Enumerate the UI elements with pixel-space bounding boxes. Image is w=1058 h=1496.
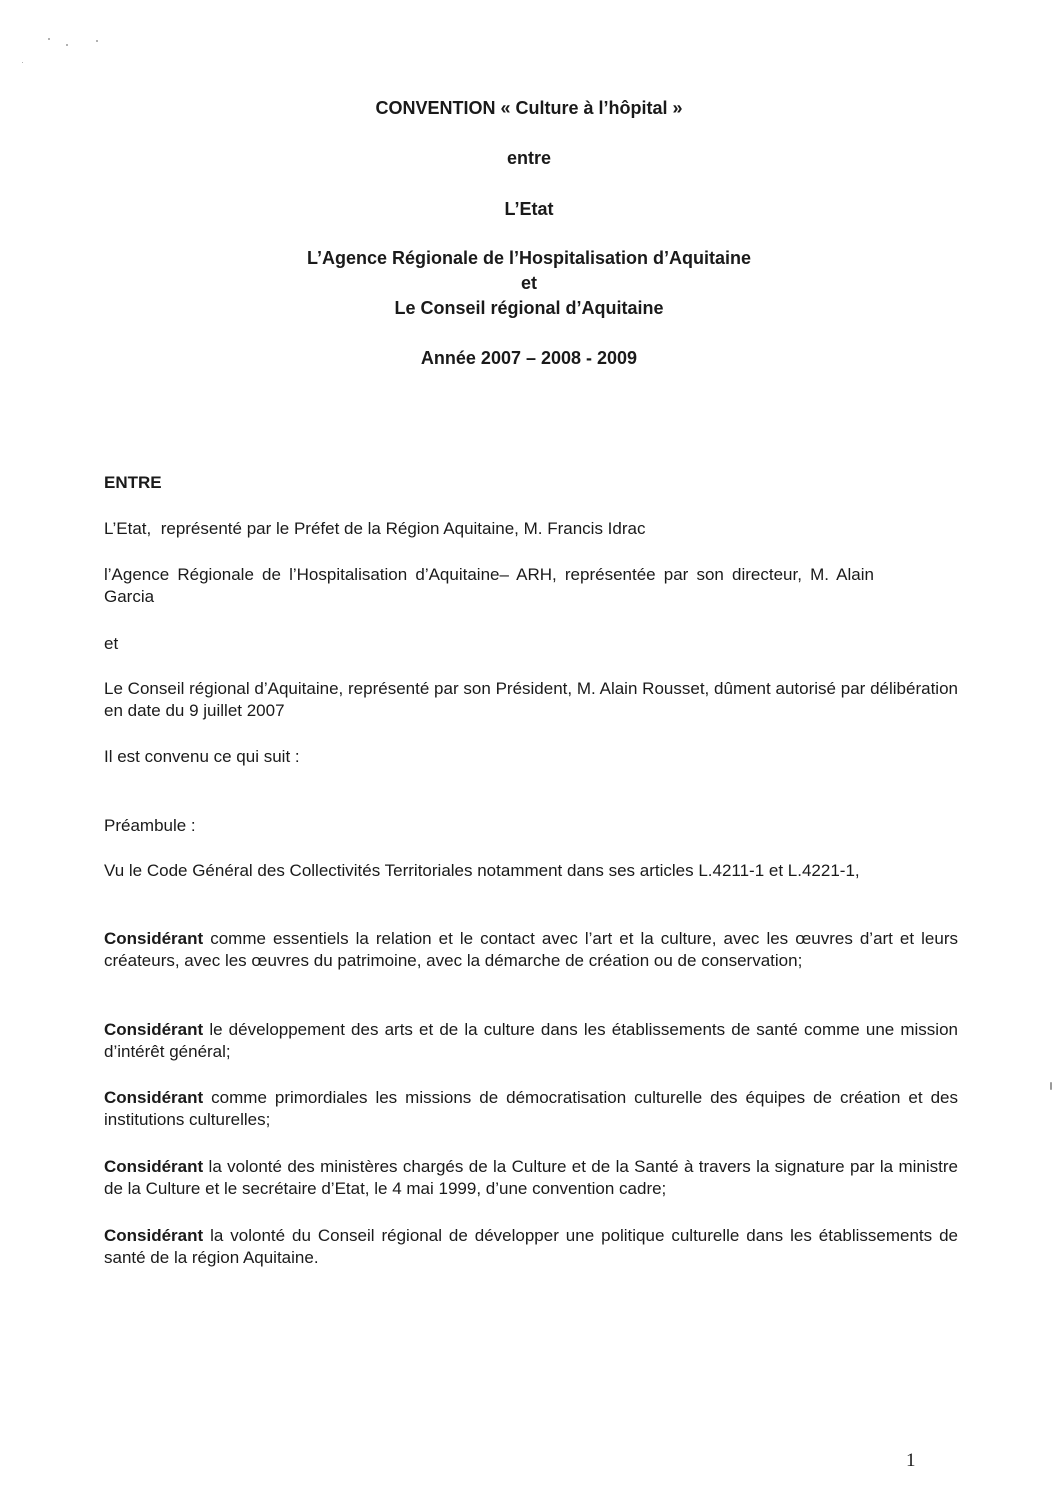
considerant-lead: Considérant	[104, 1157, 204, 1176]
convention-title: CONVENTION « Culture à l’hôpital »	[375, 98, 683, 118]
parties-heading: ENTRE	[104, 473, 162, 492]
scan-speck	[66, 44, 68, 46]
considerant-paragraph	[104, 1087, 958, 1131]
title-entre: entre	[506, 148, 551, 168]
considerant-paragraph	[104, 1225, 958, 1269]
agreement-line: Il est convenu ce qui suit :	[104, 747, 300, 766]
title-conseil: Le Conseil régional d’Aquitaine	[394, 298, 664, 318]
party-etat: L’Etat, représenté par le Préfet de la Région Aquitaine, M. Francis Idrac	[104, 519, 646, 538]
considerant-paragraph	[104, 928, 958, 972]
page-number: 1	[906, 1450, 916, 1471]
considerant-lead: Considérant	[104, 1226, 204, 1245]
scan-speck	[96, 40, 98, 42]
considerant-lead: Considérant	[104, 1020, 204, 1039]
title-etat: L’Etat	[504, 199, 554, 219]
party-conseil: Le Conseil régional d’Aquitaine, représenté par son Président, M. Alain Rousset, dûment autorisé par délibération en date du 9 juillet 2007	[104, 679, 958, 720]
considerant-text: comme essentiels la relation et le contact avec l’art et la culture, avec les œuvres d’art et leurs créateurs, avec les œuvres du patrimoine, avec la démarche de création ou de conservation;	[104, 929, 958, 970]
preamble-label: Préambule :	[104, 816, 196, 835]
title-years: Année 2007 – 2008 - 2009	[420, 348, 638, 368]
party-conjunction: et	[104, 634, 119, 653]
considerant-paragraph	[104, 1156, 958, 1200]
scan-speck	[22, 62, 23, 63]
considerant-text: comme primordiales les missions de démocratisation culturelle des équipes de création et des institutions culturelles;	[104, 1088, 958, 1129]
considerant-lead: Considérant	[104, 1088, 204, 1107]
party-arh: l’Agence Régionale de l’Hospitalisation d’Aquitaine– ARH, représentée par son directeur, M. Alain Garcia	[104, 565, 874, 606]
preamble-vu: Vu le Code Général des Collectivités Territoriales notamment dans ses articles L.4211-1 et L.4221-1,	[104, 861, 860, 880]
title-et: et	[520, 273, 537, 293]
considerant-text: le développement des arts et de la culture dans les établissements de santé comme une mission d’intérêt général;	[104, 1020, 958, 1061]
scan-speck	[1050, 1082, 1052, 1090]
considerant-text: la volonté du Conseil régional de développer une politique culturelle dans les établissements de santé de la région Aquitaine.	[104, 1226, 958, 1267]
title-arh: L’Agence Régionale de l’Hospitalisation d’Aquitaine	[306, 248, 752, 268]
considerant-text: la volonté des ministères chargés de la Culture et de la Santé à travers la signature par la ministre de la Culture et le secrétaire d’Etat, le 4 mai 1999, d’une convention cadre;	[104, 1157, 958, 1198]
considerant-lead: Considérant	[104, 929, 204, 948]
scan-speck	[48, 38, 50, 40]
considerant-paragraph	[104, 1019, 958, 1063]
